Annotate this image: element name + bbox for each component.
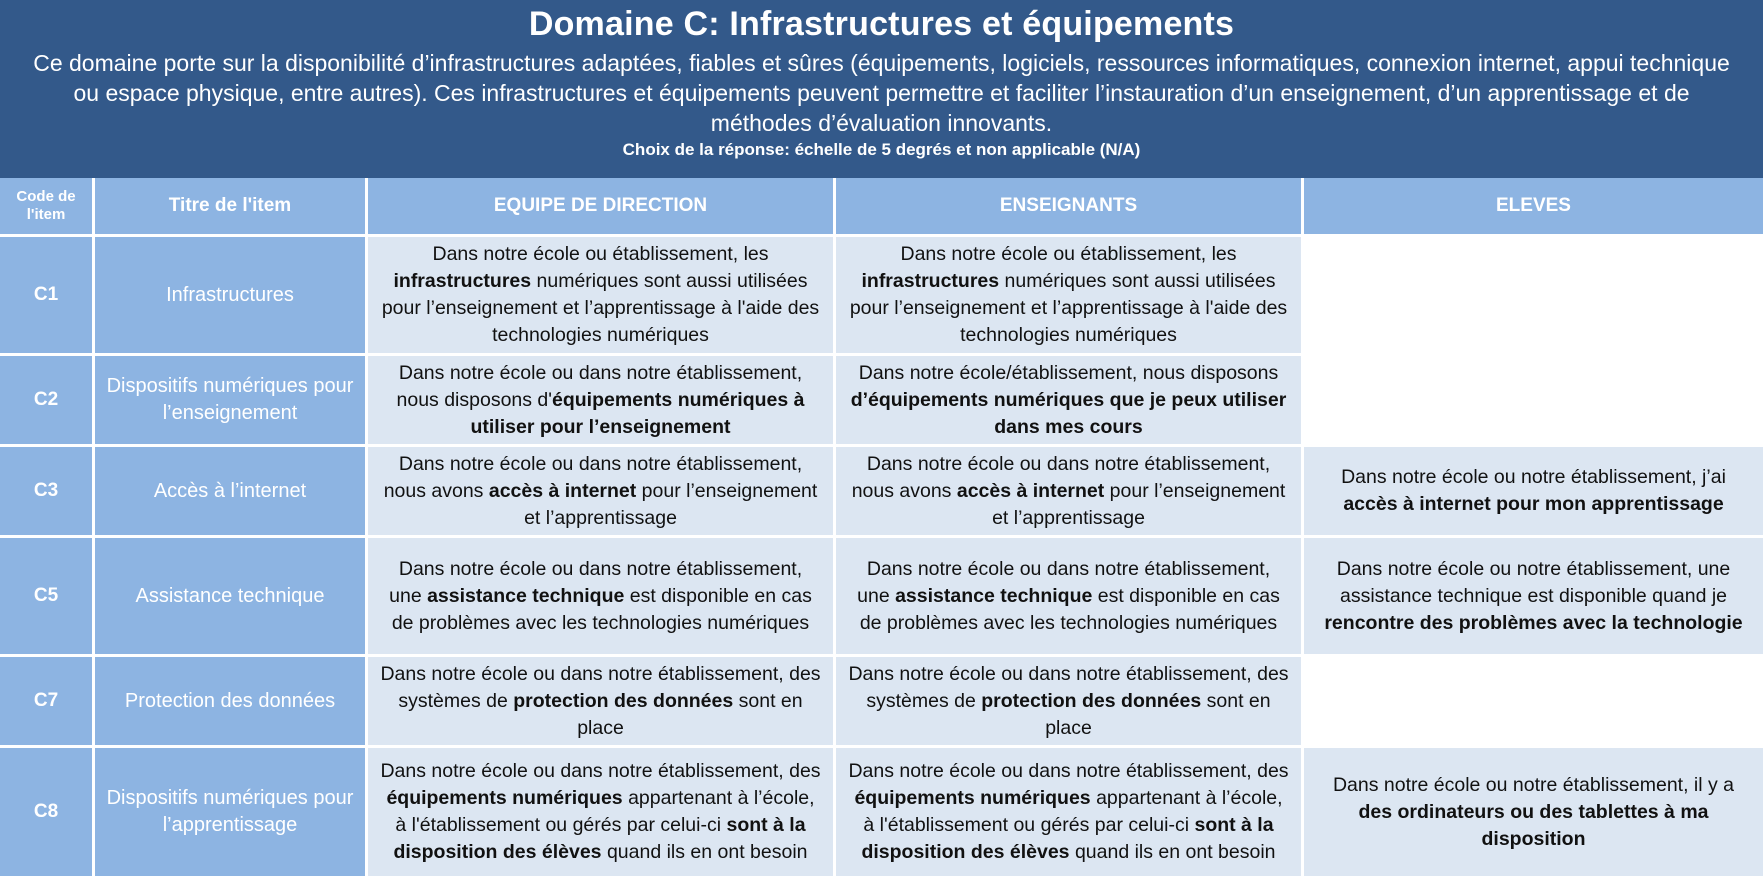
statement-segment: sont en place	[577, 689, 803, 739]
statement-text	[380, 758, 821, 866]
statement-segment: Dans notre école ou notre établissement, une assistance technique est disponible quand je	[1336, 557, 1731, 607]
statement-emphasis: accès à internet	[488, 479, 637, 502]
statement-text	[848, 556, 1289, 637]
direction-statement	[368, 447, 833, 535]
direction-statement	[368, 657, 833, 745]
empty-students-cell	[1304, 356, 1763, 444]
statement-text	[380, 241, 821, 349]
item-code: C8	[0, 748, 92, 876]
item-title: Dispositifs numériques pour l’enseignement	[95, 356, 365, 444]
statement-text	[848, 451, 1289, 532]
item-code: C7	[0, 657, 92, 745]
statement-segment: Dans notre école ou notre établissement, j’ai	[1341, 466, 1726, 488]
statement-text	[1316, 772, 1751, 853]
statement-segment: Dans notre école ou dans notre établissement, une	[857, 557, 1271, 607]
statement-segment: Dans notre école ou dans notre établissement, nous disposons d'	[396, 361, 803, 411]
statement-emphasis: infrastructures	[861, 270, 1000, 292]
statement-emphasis: équipements numériques à utiliser pour l’enseignement	[470, 388, 805, 438]
statement-segment: quand ils en ont besoin	[1069, 841, 1276, 863]
statement-emphasis: équipements numériques	[386, 787, 623, 809]
statement-segment: pour l’enseignement et l’apprentissage	[992, 479, 1286, 529]
statement-text	[848, 661, 1289, 742]
direction-statement	[368, 237, 833, 353]
statement-segment: sont en place	[1045, 689, 1271, 739]
teachers-statement	[836, 447, 1301, 535]
statement-text	[380, 556, 821, 637]
statement-emphasis: sont à la disposition des élèves	[393, 814, 806, 863]
statement-emphasis: d’équipements numériques que je peux utiliser dans mes cours	[850, 388, 1287, 438]
empty-students-cell	[1304, 657, 1763, 745]
statement-segment: est disponible en cas de problèmes avec les technologies numériques	[859, 584, 1280, 634]
statement-text	[1316, 464, 1751, 518]
domain-description: Ce domaine porte sur la disponibilité d’infrastructures adaptées, fiables et sûres (équipements, logiciels, ressources informatiques, connexion internet, appui technique ou espace physique, entre autres). Ces infrastructures et équipements peuvent permettre et faciliter l’instauration d’un enseignement, d’un apprentissage et de méthodes d’évaluation innovants.	[33, 50, 1730, 136]
statement-emphasis: sont à la disposition des élèves	[861, 814, 1274, 863]
statement-segment: appartenant à l’école, à l'établissement ou gérés par celui-ci	[395, 787, 815, 836]
direction-statement	[368, 538, 833, 654]
statement-segment: Dans notre école ou dans notre établissement, nous avons	[383, 452, 803, 502]
statement-emphasis: protection des données	[513, 689, 734, 712]
header-direction: EQUIPE DE DIRECTION	[368, 178, 833, 234]
statement-segment: Dans notre école ou établissement, les	[900, 243, 1237, 265]
header-teachers: ENSEIGNANTS	[836, 178, 1301, 234]
students-statement	[1304, 748, 1763, 876]
teachers-statement	[836, 538, 1301, 654]
statement-emphasis: assistance technique	[895, 584, 1093, 607]
statement-segment: Dans notre école ou dans notre établissement, nous avons	[851, 452, 1271, 502]
direction-statement	[368, 356, 833, 444]
header-students: ELEVES	[1304, 178, 1763, 234]
statement-segment: appartenant à l’école, à l'établissement ou gérés par celui-ci	[863, 787, 1283, 836]
statement-text	[380, 661, 821, 742]
statement-segment: numériques sont aussi utilisées pour l’enseignement et l’apprentissage à l'aide des technologies numériques	[849, 270, 1288, 346]
item-title: Protection des données	[95, 657, 365, 745]
item-title: Assistance technique	[95, 538, 365, 654]
statement-emphasis: infrastructures	[393, 270, 532, 292]
statement-text	[1316, 556, 1751, 637]
statement-segment: Dans notre école ou établissement, les	[432, 243, 769, 265]
empty-students-cell	[1304, 237, 1763, 353]
statement-segment: Dans notre école ou dans notre établissement, des	[380, 760, 821, 782]
teachers-statement	[836, 748, 1301, 876]
statement-emphasis: protection des données	[981, 689, 1202, 712]
statement-emphasis: des ordinateurs ou des tablettes à ma disposition	[1358, 800, 1709, 850]
item-code: C5	[0, 538, 92, 654]
item-title: Dispositifs numériques pour l’apprentissage	[95, 748, 365, 876]
students-statement	[1304, 538, 1763, 654]
statement-emphasis: équipements numériques	[854, 787, 1091, 809]
response-choice-note: Choix de la réponse: échelle de 5 degrés et non applicable (N/A)	[622, 140, 1141, 159]
header-title: Titre de l'item	[95, 178, 365, 234]
statement-text	[848, 360, 1289, 441]
teachers-statement	[836, 657, 1301, 745]
header-code: Code de l'item	[0, 178, 92, 234]
item-title: Accès à l’internet	[95, 447, 365, 535]
statement-emphasis: accès à internet pour mon apprentissage	[1343, 493, 1724, 515]
statement-segment: est disponible en cas de problèmes avec les technologies numériques	[391, 584, 812, 634]
domain-title: Domaine C: Infrastructures et équipements	[528, 5, 1235, 43]
teachers-statement	[836, 356, 1301, 444]
statement-emphasis: rencontre des problèmes avec la technologie	[1324, 611, 1743, 634]
direction-statement	[368, 748, 833, 876]
statement-emphasis: accès à internet	[956, 479, 1105, 502]
statement-text	[848, 758, 1289, 866]
statement-segment: Dans notre école ou dans notre établissement, des systèmes de	[848, 662, 1289, 712]
statement-segment: Dans notre école/établissement, nous disposons	[858, 361, 1279, 384]
statement-text	[848, 241, 1289, 349]
statement-segment: numériques sont aussi utilisées pour l’enseignement et l’apprentissage à l'aide des technologies numériques	[381, 270, 820, 346]
items-table	[0, 178, 1763, 876]
statement-segment: quand ils en ont besoin	[601, 841, 808, 863]
item-title: Infrastructures	[95, 237, 365, 353]
statement-segment: Dans notre école ou dans notre établissement, des	[848, 760, 1289, 782]
item-code: C1	[0, 237, 92, 353]
statement-segment: Dans notre école ou dans notre établissement, des systèmes de	[380, 662, 821, 712]
statement-text	[380, 360, 821, 441]
statement-text	[380, 451, 821, 532]
item-code: C3	[0, 447, 92, 535]
students-statement	[1304, 447, 1763, 535]
domain-banner	[0, 0, 1763, 178]
statement-segment: pour l’enseignement et l’apprentissage	[524, 479, 818, 529]
statement-emphasis: assistance technique	[427, 584, 625, 607]
teachers-statement	[836, 237, 1301, 353]
statement-segment: Dans notre école ou dans notre établissement, une	[389, 557, 803, 607]
statement-segment: Dans notre école ou notre établissement, il y a	[1332, 773, 1735, 796]
item-code: C2	[0, 356, 92, 444]
